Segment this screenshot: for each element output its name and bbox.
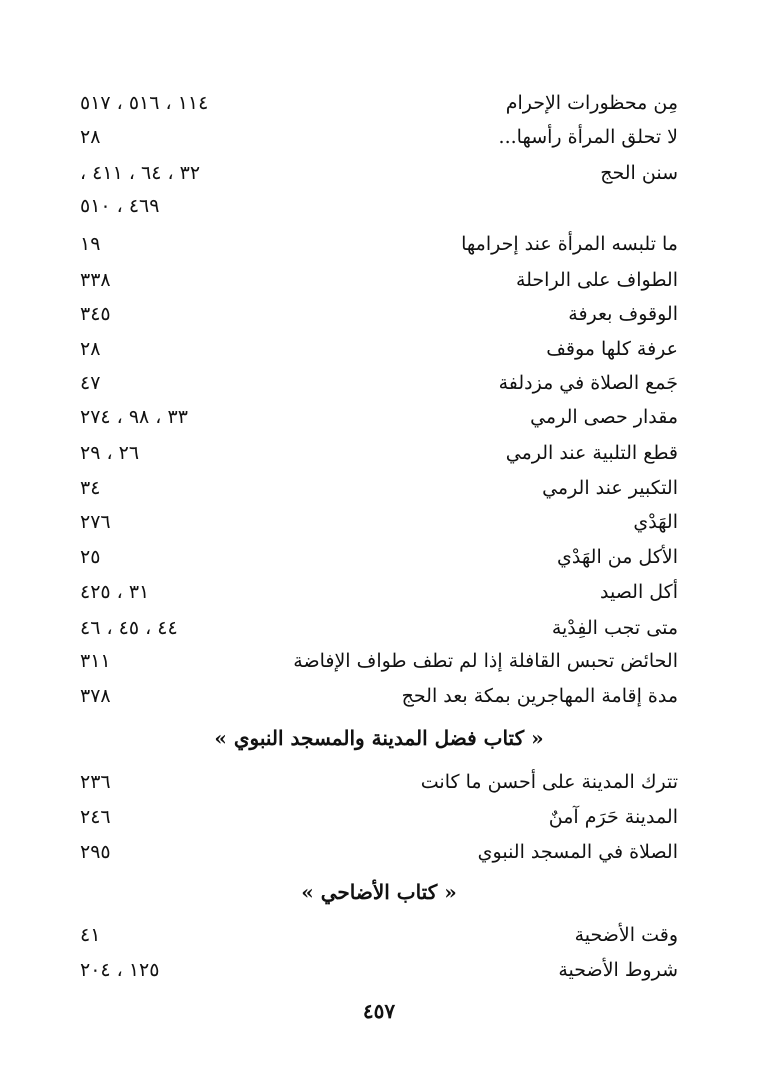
index-entry	[80, 575, 678, 609]
index-entry	[80, 835, 678, 869]
entry-pages: ١٢٥ ، ٢٠٤	[80, 959, 160, 981]
entry-pages: ٣٣ ، ٩٨ ، ٢٧٤	[80, 406, 188, 428]
index-entry	[80, 611, 678, 645]
index-entry-continuation	[80, 189, 678, 223]
index-entry	[80, 765, 678, 799]
index-entry	[80, 436, 678, 470]
entry-topic: لا تحلق المرأة رأسها...	[498, 126, 678, 148]
index-entry	[80, 366, 678, 400]
index-entry	[80, 263, 678, 297]
entry-topic: ما تلبسه المرأة عند إحرامها	[461, 233, 678, 255]
entry-pages: ٢٦ ، ٢٩	[80, 442, 140, 464]
entry-topic: مِن محظورات الإحرام	[505, 92, 678, 114]
entry-topic: تترك المدينة على أحسن ما كانت	[420, 771, 678, 793]
entry-pages: ٢٨	[80, 126, 101, 148]
entry-topic: وقت الأضحية	[574, 924, 678, 946]
entry-topic: التكبير عند الرمي	[542, 477, 678, 499]
index-entry	[80, 86, 678, 120]
entry-topic: عرفة كلها موقف	[546, 338, 678, 360]
entry-pages: ٢٥	[80, 546, 101, 568]
entry-topic: قطع التلبية عند الرمي	[505, 442, 678, 464]
entry-topic: جَمع الصلاة في مزدلفة	[498, 372, 678, 394]
entry-topic: الوقوف بعرفة	[568, 303, 678, 325]
entry-pages: ٢٣٦	[80, 771, 111, 793]
index-entry	[80, 953, 678, 987]
entry-topic: المدينة حَرَم آمنٌ	[548, 806, 678, 828]
entry-pages: ٣١ ، ٤٢٥	[80, 581, 150, 603]
entry-pages: ٣٢ ، ٦٤ ، ٤١١ ،	[80, 162, 201, 184]
entry-topic: أكل الصيد	[599, 581, 678, 603]
index-entry	[80, 332, 678, 366]
entry-pages: ٣٤	[80, 477, 101, 499]
index-entry	[80, 227, 678, 261]
entry-topic: الصلاة في المسجد النبوي	[477, 841, 678, 863]
section-heading: « كتاب فضل المدينة والمسجد النبوي »	[214, 726, 544, 750]
index-entry	[80, 679, 678, 713]
entry-pages: ٣٣٨	[80, 269, 111, 291]
entry-topic: سنن الحج	[600, 162, 678, 184]
entry-pages: ٤١	[80, 924, 101, 946]
entry-pages: ٤٤ ، ٤٥ ، ٤٦	[80, 617, 178, 639]
entry-pages: ٢٩٥	[80, 841, 111, 863]
entry-topic: متى تجب الفِدْية	[551, 617, 678, 639]
entry-pages: ٢٤٦	[80, 806, 111, 828]
entry-pages: ٢٨	[80, 338, 101, 360]
index-entry	[80, 540, 678, 574]
index-entry	[80, 471, 678, 505]
page-number: ٤٥٧	[362, 999, 396, 1023]
entry-topic: الأكل من الهَدْي	[557, 546, 678, 568]
entry-pages: ٣٧٨	[80, 685, 111, 707]
index-entry	[80, 400, 678, 434]
index-entry	[80, 156, 678, 190]
entry-topic: الحائض تحبس القافلة إذا لم تطف طواف الإفاضة	[293, 650, 678, 672]
index-entry	[80, 297, 678, 331]
entry-topic: شروط الأضحية	[558, 959, 678, 981]
entry-pages: ١١٤ ، ٥١٦ ، ٥١٧	[80, 92, 209, 114]
section-heading: « كتاب الأضاحي »	[301, 880, 457, 904]
index-entry	[80, 644, 678, 678]
entry-pages: ٣١١	[80, 650, 111, 672]
index-entry	[80, 120, 678, 154]
entry-pages: ٤٧	[80, 372, 101, 394]
entry-pages: ٤٦٩ ، ٥١٠	[80, 195, 160, 217]
entry-pages: ٣٤٥	[80, 303, 111, 325]
index-entry	[80, 800, 678, 834]
entry-topic: مدة إقامة المهاجرين بمكة بعد الحج	[401, 685, 678, 707]
entry-topic: الطواف على الراحلة	[515, 269, 678, 291]
entry-pages: ١٩	[80, 233, 101, 255]
entry-topic: الهَدْي	[633, 511, 678, 533]
entry-topic: مقدار حصى الرمي	[530, 406, 678, 428]
index-entry	[80, 505, 678, 539]
entry-pages: ٢٧٦	[80, 511, 111, 533]
index-entry	[80, 918, 678, 952]
